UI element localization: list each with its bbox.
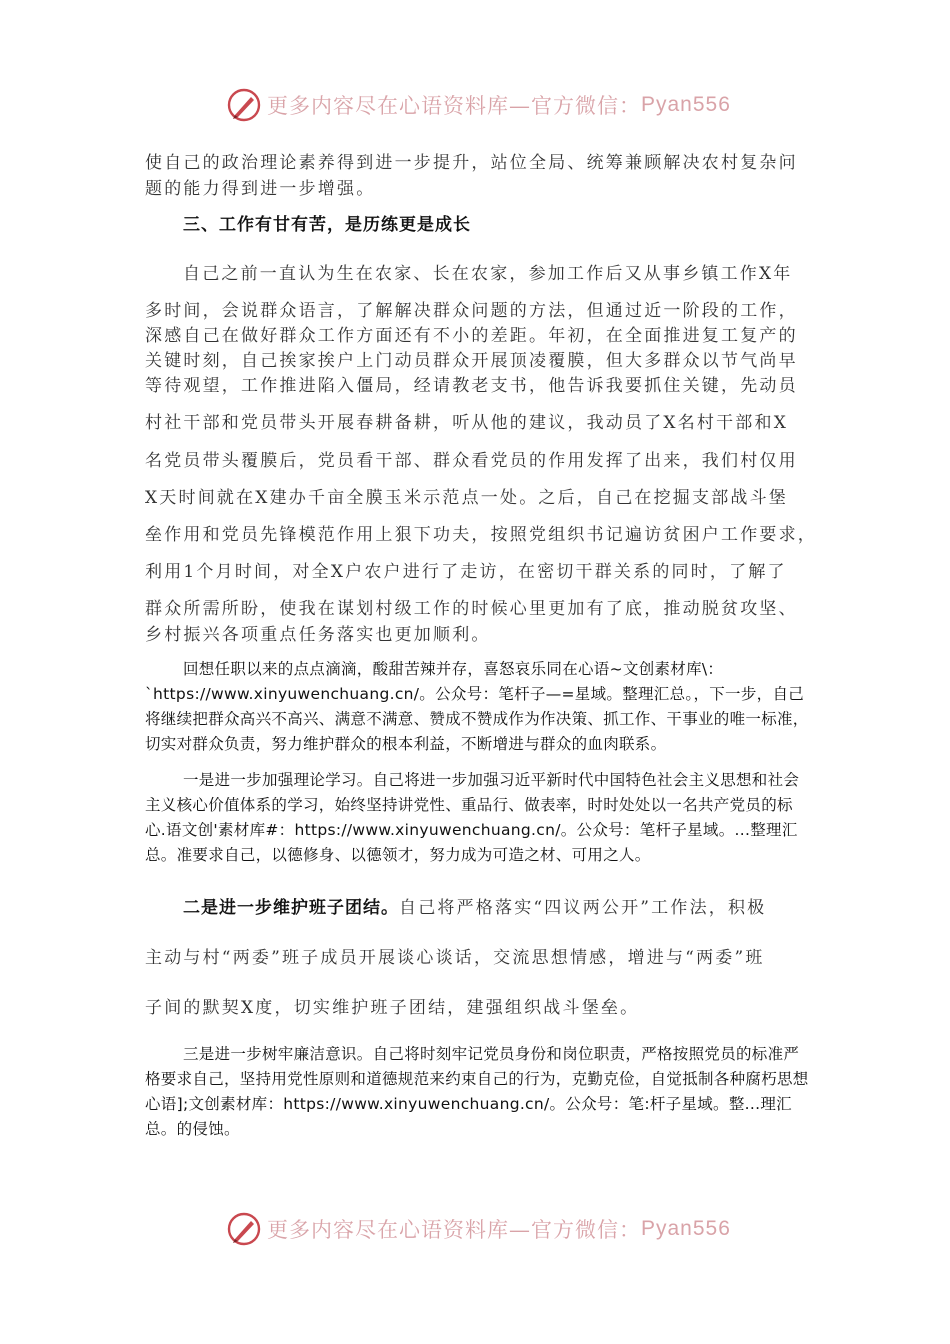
unity-line-3: 子间的默契X度，切实维护班子团结，建强组织战斗堡垒。 <box>145 998 640 1018</box>
story-line-11: 群众所需所盼，使我在谋划村级工作的时候心里更加有了底，推动脱贫攻坚、 <box>145 599 798 619</box>
intro-line-2: 题的能力得到进一步增强。 <box>145 179 376 199</box>
story-line-4: 关键时刻，自己挨家挨户上门动员群众开展顶凌覆膜，但大多群众以节气尚早 <box>145 351 798 371</box>
story-line-7: 名党员带头覆膜后，党员看干部、群众看党员的作用发挥了出来，我们村仅用 <box>145 451 798 471</box>
review-paragraph: 回想任职以来的点点滴滴，酸甜苦辣并存，喜怒哀乐同在心语~文创素材库\：`https://www.xinyuwenchuang.cn/。公众号：笔杆子—=星域。整理汇总。，下一步，自己将继续把群众高兴不高兴、满意不满意、赞成不赞成作为作决策、抓工作、干事业的唯一标准，切实对群众负责，努力维护群众的根本利益，不断增进与群众的血肉联系。 <box>145 660 809 753</box>
story-line-12: 乡村振兴各项重点任务落实也更加顺利。 <box>145 625 491 645</box>
banner-wechat-id: Pyan556 <box>641 93 731 116</box>
story-line-6: 村社干部和党员带头开展春耕备耕，听从他的建议，我动员了X名村干部和X <box>145 413 789 433</box>
pen-logo-icon <box>227 88 261 122</box>
story-line-8: X天时间就在X建办千亩全膜玉米示范点一处。之后，自己在挖掘支部战斗堡 <box>145 488 789 508</box>
theory-paragraph: 一是进一步加强理论学习。自己将进一步加强习近平新时代中国特色社会主义思想和社会主义核心价值体系的学习，始终坚持讲党性、重品行、做表率，时时处处以一名共产党员的标心.语文创'素材库#：https://www.xinyuwenchuang.cn/。公众号：笔杆子星域。...整理汇总。准要求自己，以德修身、以德领才，努力成为可造之材、可用之人。 <box>145 771 800 864</box>
unity-line-2: 主动与村“两委”班子成员开展谈心谈话，交流思想情感，增进与“两委”班 <box>145 948 765 968</box>
unity-line-1-text: 自己将严格落实“四议两公开”工作法，积极 <box>399 898 767 918</box>
story-line-3: 深感自己在做好群众工作方面还有不小的差距。年初，在全面推进复工复产的 <box>145 326 798 346</box>
story-line-9: 垒作用和党员先锋模范作用上狠下功夫，按照党组织书记遍访贫困户工作要求， <box>145 525 817 545</box>
banner-text: 更多内容尽在心语资料库—官方微信： <box>267 94 641 118</box>
integrity-paragraph: 三是进一步树牢廉洁意识。自己将时刻牢记党员身份和岗位职责，严格按照党员的标准严格要求自己，坚持用党性原则和道德规范来约束自己的行为，克勤克俭，自觉抵制各种腐朽思想心语];文创素材库：https://www.xinyuwenchuang.cn/。公众号：笔:杆子星域。整...理汇总。的侵蚀。 <box>145 1045 809 1138</box>
banner-text: 更多内容尽在心语资料库—官方微信： <box>267 1218 641 1242</box>
unity-lead: 二是进一步维护班子团结。 <box>183 898 399 918</box>
banner-wechat-id: Pyan556 <box>641 1217 731 1240</box>
story-line-1: 自己之前一直认为生在农家、长在农家，参加工作后又从事乡镇工作X年 <box>183 264 793 284</box>
intro-line-1: 使自己的政治理论素养得到进一步提升，站位全局、统筹兼顾解决农村复杂问 <box>145 153 798 173</box>
pen-logo-icon <box>227 1212 261 1246</box>
section-heading: 三、工作有甘有苦，是历练更是成长 <box>183 215 471 235</box>
unity-line-1 <box>183 893 766 918</box>
story-line-5: 等待观望，工作推进陷入僵局，经请教老支书，他告诉我要抓住关键，先动员 <box>145 376 798 396</box>
story-line-2: 多时间，会说群众语言，了解解决群众问题的方法，但通过近一阶段的工作， <box>145 301 798 321</box>
header-banner <box>0 84 950 128</box>
footer-banner <box>0 1208 950 1252</box>
story-line-10: 利用1个月时间，对全X户农户进行了走访，在密切干群关系的同时，了解了 <box>145 562 787 582</box>
